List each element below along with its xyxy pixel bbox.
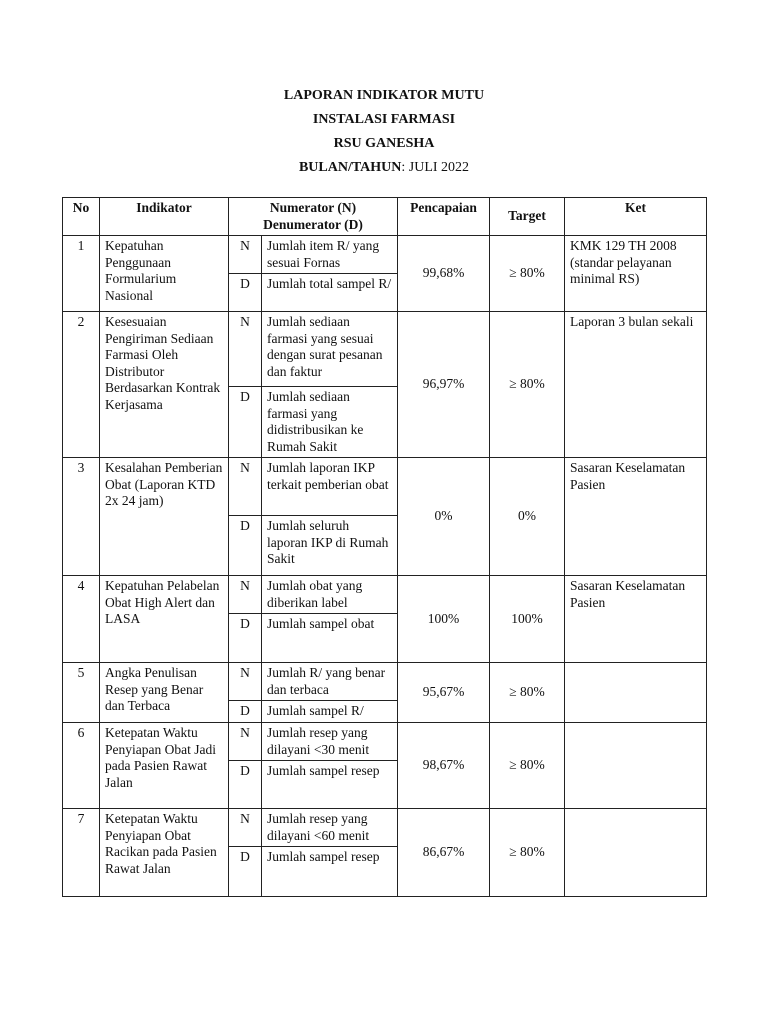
row-number: 7 — [63, 809, 100, 897]
numerator-marker: N — [229, 236, 262, 274]
indicator-name: Kepatuhan Penggunaan Formularium Nasional — [100, 236, 229, 312]
denumerator-marker: D — [229, 614, 262, 663]
header-no: No — [63, 198, 100, 236]
table-header-row — [63, 198, 707, 236]
target-value: ≥ 80% — [490, 663, 565, 723]
header-numerator: Numerator (N) — [269, 200, 357, 215]
header-denumerator: Denumerator (D) — [263, 216, 363, 232]
remarks: Sasaran Keselamatan Pasien — [565, 458, 707, 576]
row-number: 5 — [63, 663, 100, 723]
table-row — [63, 576, 707, 614]
denumerator-marker: D — [229, 387, 262, 458]
target-value: ≥ 80% — [490, 236, 565, 312]
row-number: 6 — [63, 723, 100, 809]
numerator-marker: N — [229, 663, 262, 701]
indicator-name: Kesesuaian Pengiriman Sediaan Farmasi Oleh Distributor Berdasarkan Kontrak Kerjasama — [100, 312, 229, 458]
row-number: 1 — [63, 236, 100, 312]
table-row — [63, 723, 707, 761]
table-body — [63, 236, 707, 897]
row-number: 4 — [63, 576, 100, 663]
target-value: 0% — [490, 458, 565, 576]
report-subtitle-department: INSTALASI FARMASI — [312, 112, 456, 127]
denumerator-text: Jumlah sampel resep — [262, 761, 398, 809]
achievement-value: 96,97% — [398, 312, 490, 458]
row-number: 2 — [63, 312, 100, 458]
denumerator-text: Jumlah sampel resep — [262, 847, 398, 897]
achievement-value: 98,67% — [398, 723, 490, 809]
report-header — [0, 84, 768, 180]
numerator-marker: N — [229, 458, 262, 516]
remarks: Laporan 3 bulan sekali — [565, 312, 707, 458]
numerator-text: Jumlah R/ yang benar dan terbaca — [262, 663, 398, 701]
denumerator-text: Jumlah sampel R/ — [262, 701, 398, 723]
numerator-text: Jumlah resep yang dilayani <30 menit — [262, 723, 398, 761]
denumerator-marker: D — [229, 761, 262, 809]
indicator-name: Angka Penulisan Resep yang Benar dan Terbaca — [100, 663, 229, 723]
period-value: : JULI 2022 — [401, 160, 470, 175]
numerator-marker: N — [229, 576, 262, 614]
row-number: 3 — [63, 458, 100, 576]
indicator-name: Ketepatan Waktu Penyiapan Obat Jadi pada Pasien Rawat Jalan — [100, 723, 229, 809]
target-value: ≥ 80% — [490, 723, 565, 809]
period-label: BULAN/TAHUN — [298, 160, 402, 175]
numerator-marker: N — [229, 809, 262, 847]
achievement-value: 0% — [398, 458, 490, 576]
denumerator-marker: D — [229, 847, 262, 897]
remarks — [565, 663, 707, 723]
header-target: Target — [490, 198, 565, 236]
numerator-text: Jumlah resep yang dilayani <60 menit — [262, 809, 398, 847]
remarks — [565, 723, 707, 809]
denumerator-text: Jumlah total sampel R/ — [262, 274, 398, 312]
denumerator-marker: D — [229, 701, 262, 723]
table-row — [63, 663, 707, 701]
target-value: ≥ 80% — [490, 312, 565, 458]
numerator-marker: N — [229, 723, 262, 761]
remarks: KMK 129 TH 2008 (standar pelayanan minimal RS) — [565, 236, 707, 312]
header-numerator-denumerator — [229, 198, 398, 236]
denumerator-marker: D — [229, 516, 262, 576]
target-value: 100% — [490, 576, 565, 663]
table-row — [63, 458, 707, 516]
numerator-text: Jumlah sediaan farmasi yang sesuai dengan surat pesanan dan faktur — [262, 312, 398, 387]
denumerator-text: Jumlah sampel obat — [262, 614, 398, 663]
table-row — [63, 809, 707, 847]
report-subtitle-hospital: RSU GANESHA — [333, 136, 435, 151]
numerator-text: Jumlah laporan IKP terkait pemberian obat — [262, 458, 398, 516]
remarks — [565, 809, 707, 897]
remarks: Sasaran Keselamatan Pasien — [565, 576, 707, 663]
indicator-table — [62, 197, 707, 897]
numerator-text: Jumlah obat yang diberikan label — [262, 576, 398, 614]
header-pencapaian: Pencapaian — [398, 198, 490, 236]
indicator-name: Kepatuhan Pelabelan Obat High Alert dan LASA — [100, 576, 229, 663]
report-title: LAPORAN INDIKATOR MUTU — [283, 88, 485, 103]
header-indikator: Indikator — [100, 198, 229, 236]
report-period — [0, 156, 768, 180]
table-row — [63, 312, 707, 387]
denumerator-text: Jumlah seluruh laporan IKP di Rumah Sakit — [262, 516, 398, 576]
header-ket: Ket — [565, 198, 707, 236]
achievement-value: 86,67% — [398, 809, 490, 897]
achievement-value: 95,67% — [398, 663, 490, 723]
achievement-value: 99,68% — [398, 236, 490, 312]
denumerator-marker: D — [229, 274, 262, 312]
indicator-name: Kesalahan Pemberian Obat (Laporan KTD 2x 24 jam) — [100, 458, 229, 576]
table-row — [63, 236, 707, 274]
target-value: ≥ 80% — [490, 809, 565, 897]
numerator-text: Jumlah item R/ yang sesuai Fornas — [262, 236, 398, 274]
numerator-marker: N — [229, 312, 262, 387]
achievement-value: 100% — [398, 576, 490, 663]
denumerator-text: Jumlah sediaan farmasi yang didistribusikan ke Rumah Sakit — [262, 387, 398, 458]
indicator-name: Ketepatan Waktu Penyiapan Obat Racikan pada Pasien Rawat Jalan — [100, 809, 229, 897]
